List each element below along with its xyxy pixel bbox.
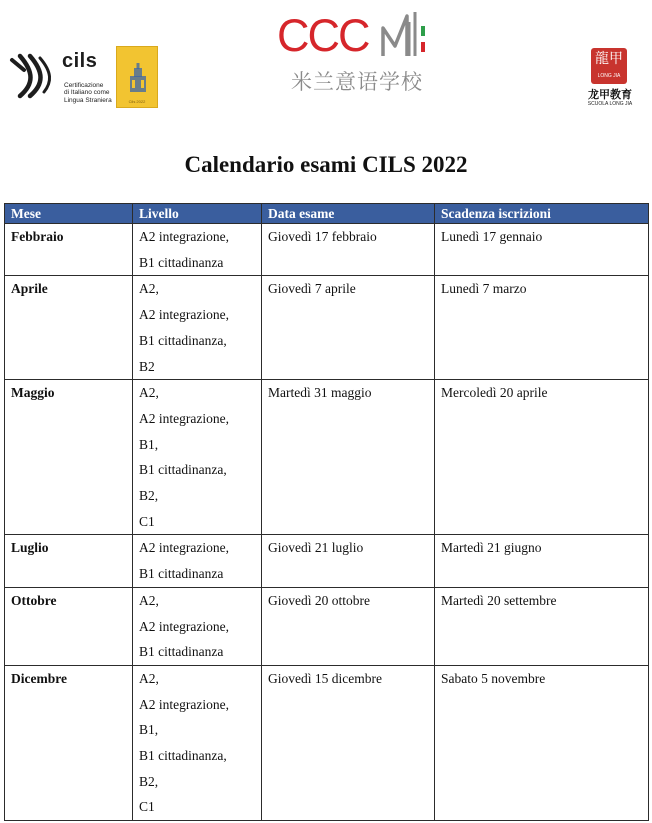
longjia-seal-subtitle: LONG JIA [597,73,621,79]
milan-skyline-m-icon [379,8,435,60]
cils-wordmark: cils [62,50,98,72]
table-row [5,224,649,276]
level-cell [133,587,262,665]
level-cell [133,380,262,535]
cils-logo [8,46,158,110]
cils-subtitle-line: di Italiano come [64,89,110,97]
exam-date-cell [262,276,435,380]
level-item: C1 [139,513,155,529]
month-label: Luglio [11,540,49,556]
registration-deadline: Sabato 5 novembre [441,670,546,686]
level-item: A2 integrazione, [139,410,229,426]
table-row [5,276,649,380]
level-list [139,380,255,534]
level-item: A2 integrazione, [139,307,229,323]
table-row [5,535,649,587]
level-item: B1 cittadinanza [139,644,224,660]
level-list [139,535,255,586]
table-row [5,665,649,820]
level-item: B1 cittadinanza [139,566,224,582]
deadline-cell [435,276,649,380]
level-cell [133,224,262,276]
level-list [139,588,255,665]
level-item: B2 [139,358,155,374]
deadline-cell [435,587,649,665]
level-item: C1 [139,799,155,815]
cils-subtitle [64,82,122,104]
level-item: A2 integrazione, [139,618,229,634]
longjia-name: 龙甲教育 [588,88,632,101]
deadline-cell [435,224,649,276]
level-cell [133,665,262,820]
column-header-livello: Livello [133,204,262,224]
month-label: Febbraio [11,229,64,244]
level-item: A2 integrazione, [139,229,229,244]
level-item: A2, [139,385,159,401]
level-item: B2, [139,773,159,789]
cils-subtitle-line: Certificazione [64,82,104,89]
level-item: B1 cittadinanza, [139,462,227,478]
exam-date: Giovedì 20 ottobre [268,592,370,608]
level-item: B1 cittadinanza, [139,332,227,348]
cils-book-caption: Cils 2022 [128,99,146,104]
deadline-cell [435,535,649,587]
deadline-cell [435,380,649,535]
exam-date-cell [262,665,435,820]
exam-date: Giovedì 15 dicembre [268,670,382,686]
level-list [139,224,255,275]
level-item: B1, [139,722,159,738]
logo-bar [0,0,652,120]
level-item: B2, [139,488,159,504]
deadline-cell [435,665,649,820]
level-item: A2 integrazione, [139,696,229,712]
level-cell [133,276,262,380]
level-item: B1 cittadinanza [139,254,224,270]
registration-deadline: Lunedì 17 gennaio [441,229,543,244]
exam-date-cell [262,224,435,276]
longjia-seal-text: 龍甲 [595,51,623,67]
cils-book-cover [116,46,158,108]
page-title: Calendario esami CILS 2022 [184,152,468,177]
level-list [139,666,255,820]
longjia-logo [580,48,640,110]
registration-deadline: Lunedì 7 marzo [441,281,527,297]
month-cell [5,587,133,665]
registration-deadline: Martedì 20 settembre [441,592,557,608]
exam-date-cell [262,380,435,535]
level-cell [133,535,262,587]
exam-date: Giovedì 21 luglio [268,540,364,556]
registration-deadline: Martedì 21 giugno [441,540,542,556]
level-item: B1, [139,436,159,452]
monument-icon [126,62,150,94]
month-label: Ottobre [11,592,57,608]
exam-calendar-table [4,203,649,821]
level-item: A2 integrazione, [139,540,229,556]
cils-subtitle-line: Lingua Straniera [64,96,112,104]
month-label: Maggio [11,385,55,401]
ccc-logo [277,6,437,96]
exam-date-cell [262,587,435,665]
level-item: A2, [139,592,159,608]
month-cell [5,665,133,820]
month-label: Aprile [11,281,48,297]
column-header-data-esame: Data esame [262,204,435,224]
month-cell [5,276,133,380]
month-label: Dicembre [11,670,67,686]
level-item: B1 cittadinanza, [139,748,227,764]
cils-mark-icon [8,50,64,102]
level-item: A2, [139,670,159,686]
month-cell [5,224,133,276]
level-item: A2, [139,281,159,297]
table-row [5,380,649,535]
exam-date: Giovedì 17 febbraio [268,229,377,244]
exam-date: Giovedì 7 aprile [268,281,356,297]
table-row [5,587,649,665]
registration-deadline: Mercoledì 20 aprile [441,385,548,401]
table-header-row [5,204,649,224]
ccc-wordmark: CCC [277,10,369,61]
level-list [139,276,255,379]
month-cell [5,535,133,587]
ccc-chinese-name: 米兰意语学校 [291,70,423,94]
month-cell [5,380,133,535]
longjia-seal [591,48,627,84]
column-header-mese: Mese [5,204,133,224]
exam-date-cell [262,535,435,587]
column-header-scadenza: Scadenza iscrizioni [435,204,649,224]
exam-date: Martedì 31 maggio [268,385,372,401]
longjia-school-name: SCUOLA LONG JIA [587,101,633,107]
